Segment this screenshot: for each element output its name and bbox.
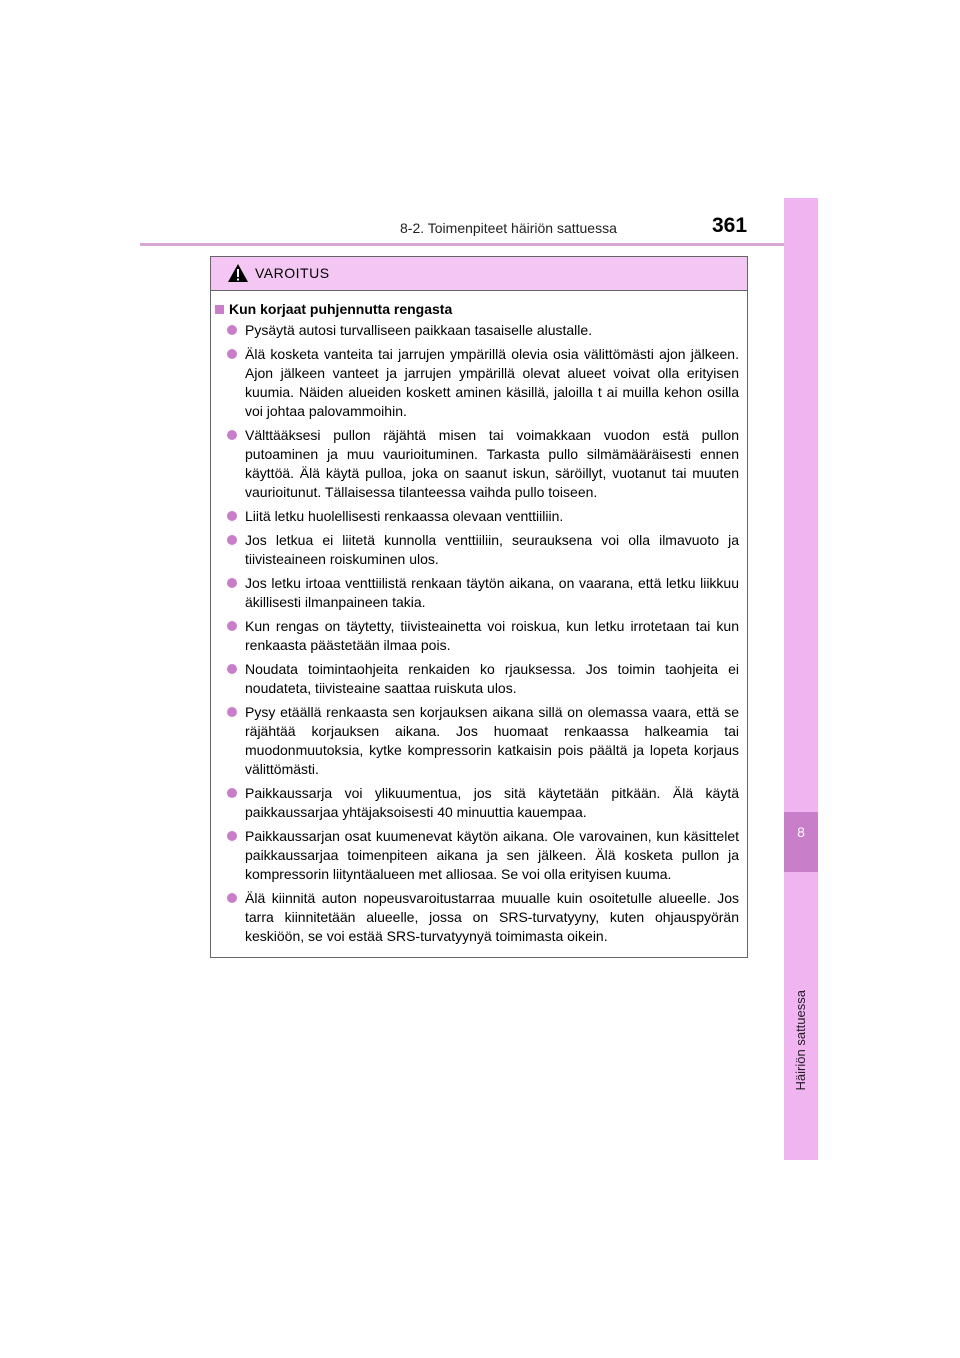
warning-item	[215, 660, 739, 698]
warning-item	[215, 889, 739, 946]
warning-item-text: Noudata toimintaohjeita renkaiden ko rjauksessa. Jos toimin taohjeita ei noudateta, tiivisteaine saattaa ruiskuta ulos.	[245, 661, 739, 696]
warning-item-text: Liitä letku huolellisesti renkaassa olevaan venttiiliin.	[245, 508, 564, 524]
round-bullet-icon	[227, 621, 237, 631]
round-bullet-icon	[227, 707, 237, 717]
warning-title: VAROITUS	[255, 265, 330, 281]
warning-item	[215, 617, 739, 655]
warning-triangle-icon	[227, 263, 249, 283]
round-bullet-icon	[227, 325, 237, 335]
warning-item	[215, 345, 739, 421]
header-rule	[140, 243, 818, 246]
warning-item-text: Jos letkua ei liitetä kunnolla venttiiliin, seurauksena voi olla ilmavuoto ja tiivisteaineen roiskuminen ulos.	[245, 532, 739, 567]
warning-items	[215, 321, 739, 946]
warning-item	[215, 321, 739, 340]
warning-item	[215, 827, 739, 884]
warning-item-text: Välttääksesi pullon räjähtä misen tai voimakkaan vuodon estä pullon putoaminen ja muu vaurioituminen. Tarkasta pullo silmämääräisesti ennen käyttöä. Älä käytä pulloa, joka on saanut iskun, säröillyt, vuotanut tai muuten vaurioitunut. Tällaisessa tilanteessa vaihda pullo toiseen.	[245, 427, 739, 500]
warning-item-text: Jos letku irtoaa venttiilistä renkaan täytön aikana, on vaarana, että letku liikkuu äkillisesti ilmanpaineen takia.	[245, 575, 739, 610]
warning-topic	[215, 301, 739, 317]
warning-item	[215, 507, 739, 526]
warning-item	[215, 703, 739, 779]
warning-item-text: Kun rengas on täytetty, tiivisteainetta voi roiskua, kun letku irrotetaan tai kun renkaasta päästetään ilmaa pois.	[245, 618, 739, 653]
square-bullet-icon	[215, 305, 224, 314]
warning-item-text: Pysäytä autosi turvalliseen paikkaan tasaiselle alustalle.	[245, 322, 593, 338]
warning-body	[211, 291, 747, 946]
round-bullet-icon	[227, 788, 237, 798]
page-number: 361	[712, 214, 748, 237]
warning-item	[215, 531, 739, 569]
chapter-number: 8	[797, 824, 805, 840]
section-title: 8-2. Toimenpiteet häiriön sattuessa	[400, 220, 617, 236]
round-bullet-icon	[227, 511, 237, 521]
warning-item	[215, 784, 739, 822]
round-bullet-icon	[227, 664, 237, 674]
round-bullet-icon	[227, 893, 237, 903]
warning-item	[215, 574, 739, 612]
round-bullet-icon	[227, 430, 237, 440]
warning-item-text: Paikkaussarjan osat kuumenevat käytön aikana. Ole varovainen, kun käsittelet paikkaussarjaa toimenpiteen aikana ja sen jälkeen. Älä kosketa pullon ja kompressorin liityntäalueen met alliosaa. Se voi olla erityisen kuuma.	[245, 828, 739, 882]
warning-header	[211, 257, 747, 291]
round-bullet-icon	[227, 578, 237, 588]
warning-item-text: Paikkaussarja voi ylikuumentua, jos sitä käytetään pitkään. Älä käytä paikkaussarjaa yhtäjaksoisesti 40 minuuttia kauempaa.	[245, 785, 739, 820]
round-bullet-icon	[227, 831, 237, 841]
warning-box	[210, 256, 748, 958]
chapter-title: Häiriön sattuessa	[793, 990, 808, 1091]
warning-item-text: Älä kosketa vanteita tai jarrujen ympärillä olevia osia välittömästi ajon jälkeen. Ajon jälkeen vanteet ja jarrujen ympärillä olevat alueet voivat olla erityisen kuumia. Näiden alueiden koskett aminen käsillä, jaloilla t ai muilla kehon osilla voi johtaa palovammoihin.	[245, 346, 739, 419]
round-bullet-icon	[227, 349, 237, 359]
warning-item	[215, 426, 739, 502]
warning-topic-label: Kun korjaat puhjennutta rengasta	[229, 301, 453, 317]
warning-item-text: Pysy etäällä renkaasta sen korjauksen aikana sillä on olemassa vaara, että se räjähtää korjauksen aikana. Jos huomaat renkaassa halkeamia tai muodonmuutoksia, kytke kompressorin katkaisin pois päältä ja lopeta korjaus välittömästi.	[245, 704, 739, 777]
round-bullet-icon	[227, 535, 237, 545]
chapter-marker	[784, 812, 818, 872]
warning-item-text: Älä kiinnitä auton nopeusvaroitustarraa muualle kuin osoitetulle alueelle. Jos tarra kiinnitetään alueelle, jossa on SRS-turvatyyny, kuten ohjauspyörän keskiöön, se voi estää SRS-turvatyynyä toimimasta oikein.	[245, 890, 739, 944]
